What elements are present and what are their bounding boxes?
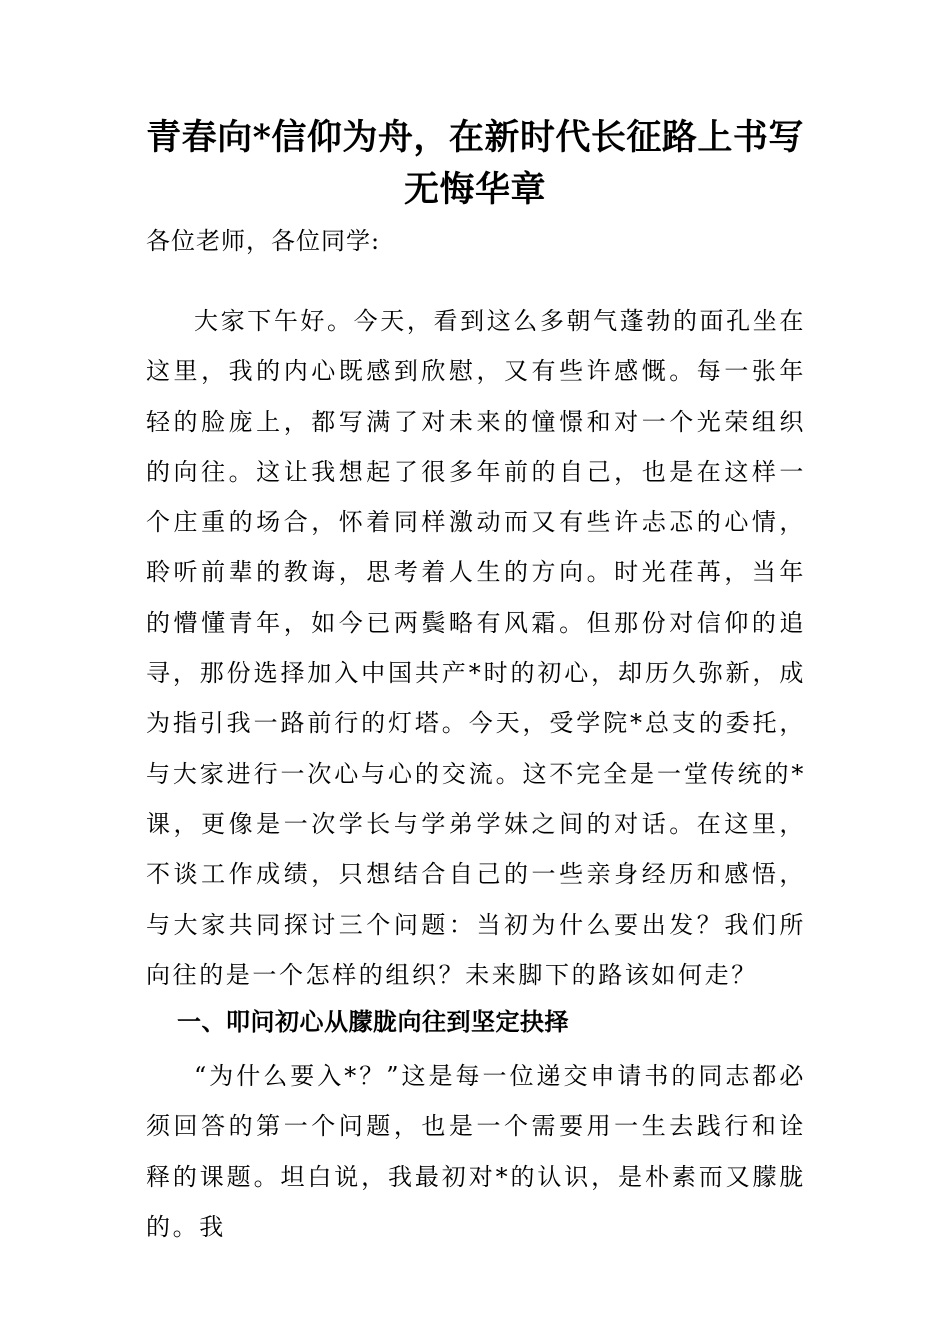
- body-paragraph: “为什么要入*？”这是每一位递交申请书的同志都必须回答的第一个问题，也是一个需要用一生去践行和诠释的课题。坦白说，我最初对*的认识，是朴素而又朦胧的。我: [146, 1062, 806, 1241]
- document-title: 青春向*信仰为舟，在新时代长征路上书写无悔华章: [146, 117, 804, 210]
- salutation: 各位老师，各位同学:: [146, 227, 381, 255]
- body-paragraph: 大家下午好。今天，看到这么多朝气蓬勃的面孔坐在这里，我的内心既感到欣慰，又有些许感慨。每一张年轻的脸庞上，都写满了对未来的憧憬和对一个光荣组织的向往。这让我想起了很多年前的自己，也是在这样一个庄重的场合，怀着同样激动而又有些许忐忑的心情，聆听前辈的教诲，思考着人生的方向。时光荏苒，当年的懵懂青年，如今已两鬓略有风霜。但那份对信仰的追寻，那份选择加入中国共产*时的初心，却历久弥新，成为指引我一路前行的灯塔。今天，受学院*总支的委托，与大家进行一次心与心的交流。这不完全是一堂传统的*课，更像是一次学长与学弟学妹之间的对话。在这里，不谈工作成绩，只想结合自己的一些亲身经历和感悟，与大家共同探讨三个问题：当初为什么要出发？我们所向往的是一个怎样的组织？未来脚下的路该如何走？: [146, 307, 806, 989]
- section-heading: 一、叩问初心从朦胧向往到坚定抉择: [177, 1008, 569, 1036]
